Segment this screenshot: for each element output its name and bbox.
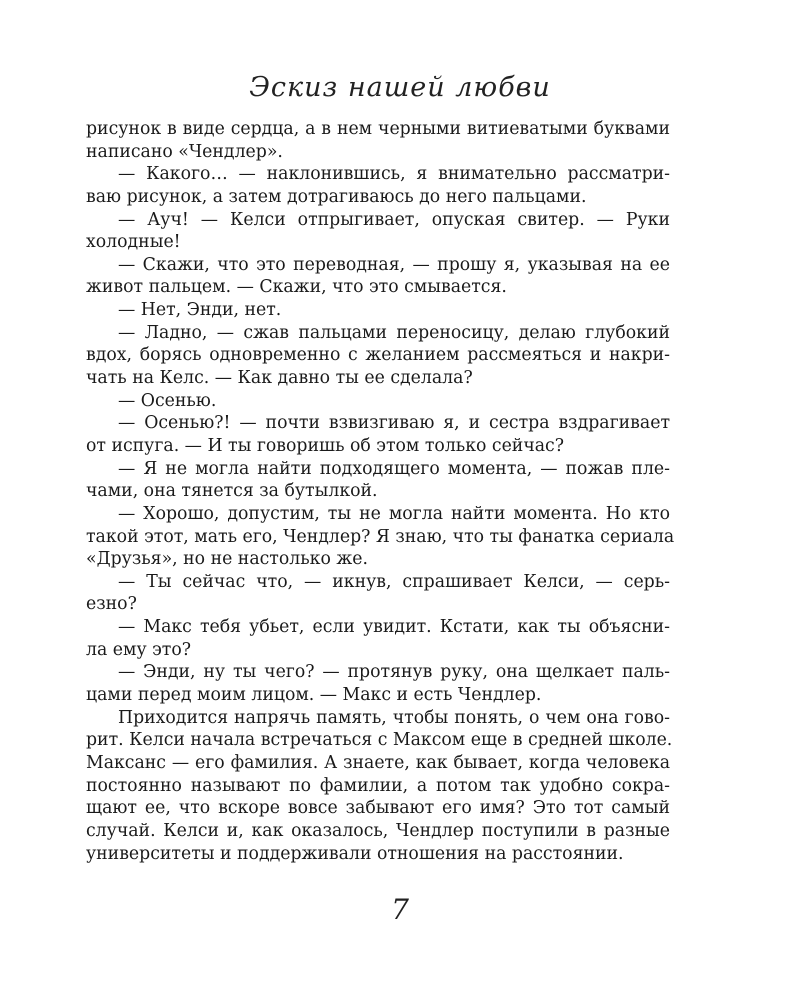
text-line: случай. Келси и, как оказалось, Чендлер поступили в разные [86, 820, 670, 841]
text-line: Максанс — его фамилия. А знаете, как бывает, когда человека [86, 752, 670, 773]
text-line: — Нет, Энди, нет. [118, 300, 282, 321]
text-line: от испуга. — И ты говоришь об этом только сейчас? [86, 435, 564, 456]
text-line: щают ее, что вскоре вовсе забывают его имя? Это тот самый [86, 798, 670, 819]
text-line: — Ауч! — Келси отпрыгивает, опуская свитер. — Руки [118, 209, 670, 230]
text-line: холодные! [86, 232, 181, 253]
text-line: университеты и поддерживали отношения на расстоянии. [86, 843, 624, 864]
text-line: вдох, борясь одновременно с желанием рассмеяться и накри- [86, 345, 670, 366]
text-line: ла ему это? [86, 639, 192, 660]
text-line: — Хорошо, допустим, ты не могла найти момента. Но кто [118, 503, 670, 524]
page-number: 7 [391, 893, 409, 926]
text-line: Приходится напрячь память, чтобы понять, о чем она гово- [118, 707, 670, 728]
text-line: — Осенью?! — почти взвизгиваю я, и сестра вздрагивает [118, 413, 670, 434]
text-line: рит. Келси начала встречаться с Максом еще в средней школе. [86, 730, 673, 751]
text-line: написано «Чендлер». [86, 141, 283, 162]
text-line: — Какого… — наклонившись, я внимательно рассматри- [118, 164, 670, 185]
text-line: рисунок в виде сердца, а в нем черными витиеватыми буквами [86, 119, 670, 139]
text-line: такой этот, мать его, Чендлер? Я знаю, что ты фанатка сериала [86, 526, 675, 547]
text-line: цами перед моим лицом. — Макс и есть Чендлер. [86, 685, 542, 706]
text-line: — Энди, ну ты чего? — протянув руку, она щелкает паль- [118, 662, 670, 683]
text-line: постоянно называют по фамилии, а потом так удобно сокра- [86, 775, 670, 796]
text-line: — Макс тебя убьет, если увидит. Кстати, как ты объясни- [118, 617, 670, 638]
text-line: — Осенью. [118, 390, 217, 411]
text-line: чать на Келс. — Как давно ты ее сделала? [86, 368, 473, 389]
text-line: — Ладно, — сжав пальцами переносицу, делаю глубокий [118, 322, 670, 343]
text-line: чами, она тянется за бутылкой. [86, 481, 378, 502]
text-line: — Я не могла найти подходящего момента, — пожав пле- [118, 458, 670, 479]
text-line: «Друзья», но не настолько же. [86, 549, 368, 570]
text-line: — Ты сейчас что, — икнув, спрашивает Келси, — серь- [118, 571, 670, 592]
running-head: Эскиз нашей любви [249, 72, 551, 103]
text-line: ваю рисунок, а затем дотрагиваюсь до него пальцами. [86, 186, 587, 207]
text-line: живот пальцем. — Скажи, что это смывается. [86, 277, 507, 298]
text-line: — Скажи, что это переводная, — прошу я, указывая на ее [118, 254, 670, 275]
text-line: езно? [86, 594, 137, 615]
body-text [86, 118, 675, 865]
